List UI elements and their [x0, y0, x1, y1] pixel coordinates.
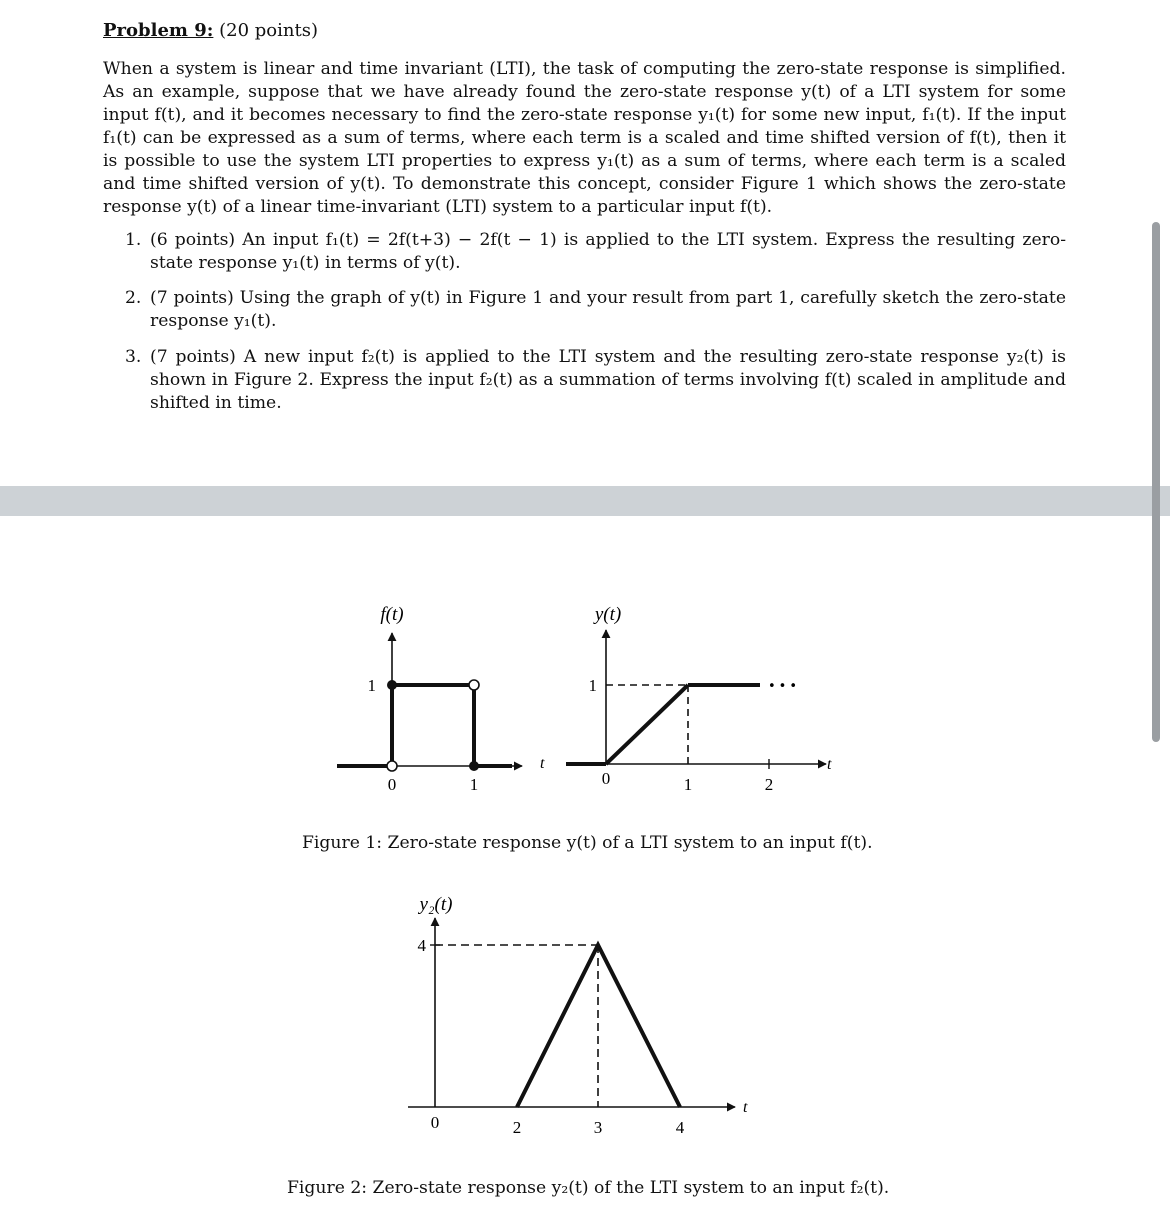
y2-tick-label: 0 — [430, 1113, 440, 1132]
problem-points: (20 points) — [219, 20, 318, 41]
y2-axis-label: y₂(t) — [419, 894, 453, 915]
f-plot — [337, 604, 545, 794]
f-level-label: 1 — [367, 676, 376, 695]
y-tick-label: 0 — [601, 769, 611, 788]
question-text: (7 points) A new input f₂(t) is applied to the LTI system and the resulting zero-state response y₂(t) is shown in Figure 2. Express the input f₂(t) as a summation of terms involving f(t) scaled in amplitude and shifted in time. — [150, 347, 1066, 413]
y-t-label: t — [827, 756, 832, 773]
f-tick-label: 0 — [387, 775, 397, 794]
question-number: 1. — [125, 230, 142, 250]
f-open-dot — [469, 680, 479, 690]
y-level-label: 1 — [588, 676, 597, 695]
question-number: 2. — [125, 288, 142, 308]
question-text: (7 points) Using the graph of y(t) in Figure 1 and your result from part 1, carefully sketch the zero-state response y₁(t). — [150, 288, 1066, 331]
f-t-label: t — [540, 755, 545, 772]
problem-label: Problem 9: — [103, 20, 214, 41]
figure1-caption: Figure 1: Zero-state response y(t) of a LTI system to an input f(t). — [302, 833, 873, 853]
y2-plot — [408, 894, 748, 1137]
question-number: 3. — [125, 347, 142, 367]
y-axis-label: y(t) — [594, 604, 622, 625]
y2-t-label: t — [743, 1099, 748, 1116]
figure2-caption: Figure 2: Zero-state response y₂(t) of the LTI system to an input f₂(t). — [287, 1178, 890, 1198]
y-ellipsis: ••• — [768, 679, 801, 694]
y2-tick-label: 4 — [675, 1118, 685, 1137]
f-tick-label: 1 — [469, 775, 479, 794]
f-filled-dot — [387, 680, 397, 690]
f-axis-label: f(t) — [380, 604, 404, 625]
y2-peak-label: 4 — [417, 936, 426, 955]
f-open-dot — [387, 761, 397, 771]
y-tick-label: 1 — [683, 775, 693, 794]
y2-tick-label: 2 — [512, 1118, 522, 1137]
question-text: (6 points) An input f₁(t) = 2f(t+3) − 2f(t − 1) is applied to the LTI system. Express the resulting zero-state response y₁(t) in terms of y(t). — [150, 230, 1066, 273]
y-tick-label: 2 — [764, 775, 774, 794]
y-plot — [566, 604, 832, 794]
y-ramp — [606, 685, 688, 764]
y2-tick-label: 3 — [593, 1118, 603, 1137]
intro-paragraph: When a system is linear and time invariant (LTI), the task of computing the zero-state response is simplified. As an example, suppose that we have already found the zero-state response y(t) of a LTI system for some input f(t), and it becomes necessary to find the zero-state response y₁(t) for some new input, f₁(t). If the input f₁(t) can be expressed as a sum of terms, where each term is a scaled and time shifted version of f(t), then it is possible to use the system LTI properties to express y₁(t) as a sum of terms, where each term is a scaled and time shifted version of y(t). To demonstrate this concept, consider Figure 1 which shows the zero-state response y(t) of a linear time-invariant (LTI) system to a particular input f(t). — [103, 59, 1066, 217]
f-filled-dot — [469, 761, 479, 771]
